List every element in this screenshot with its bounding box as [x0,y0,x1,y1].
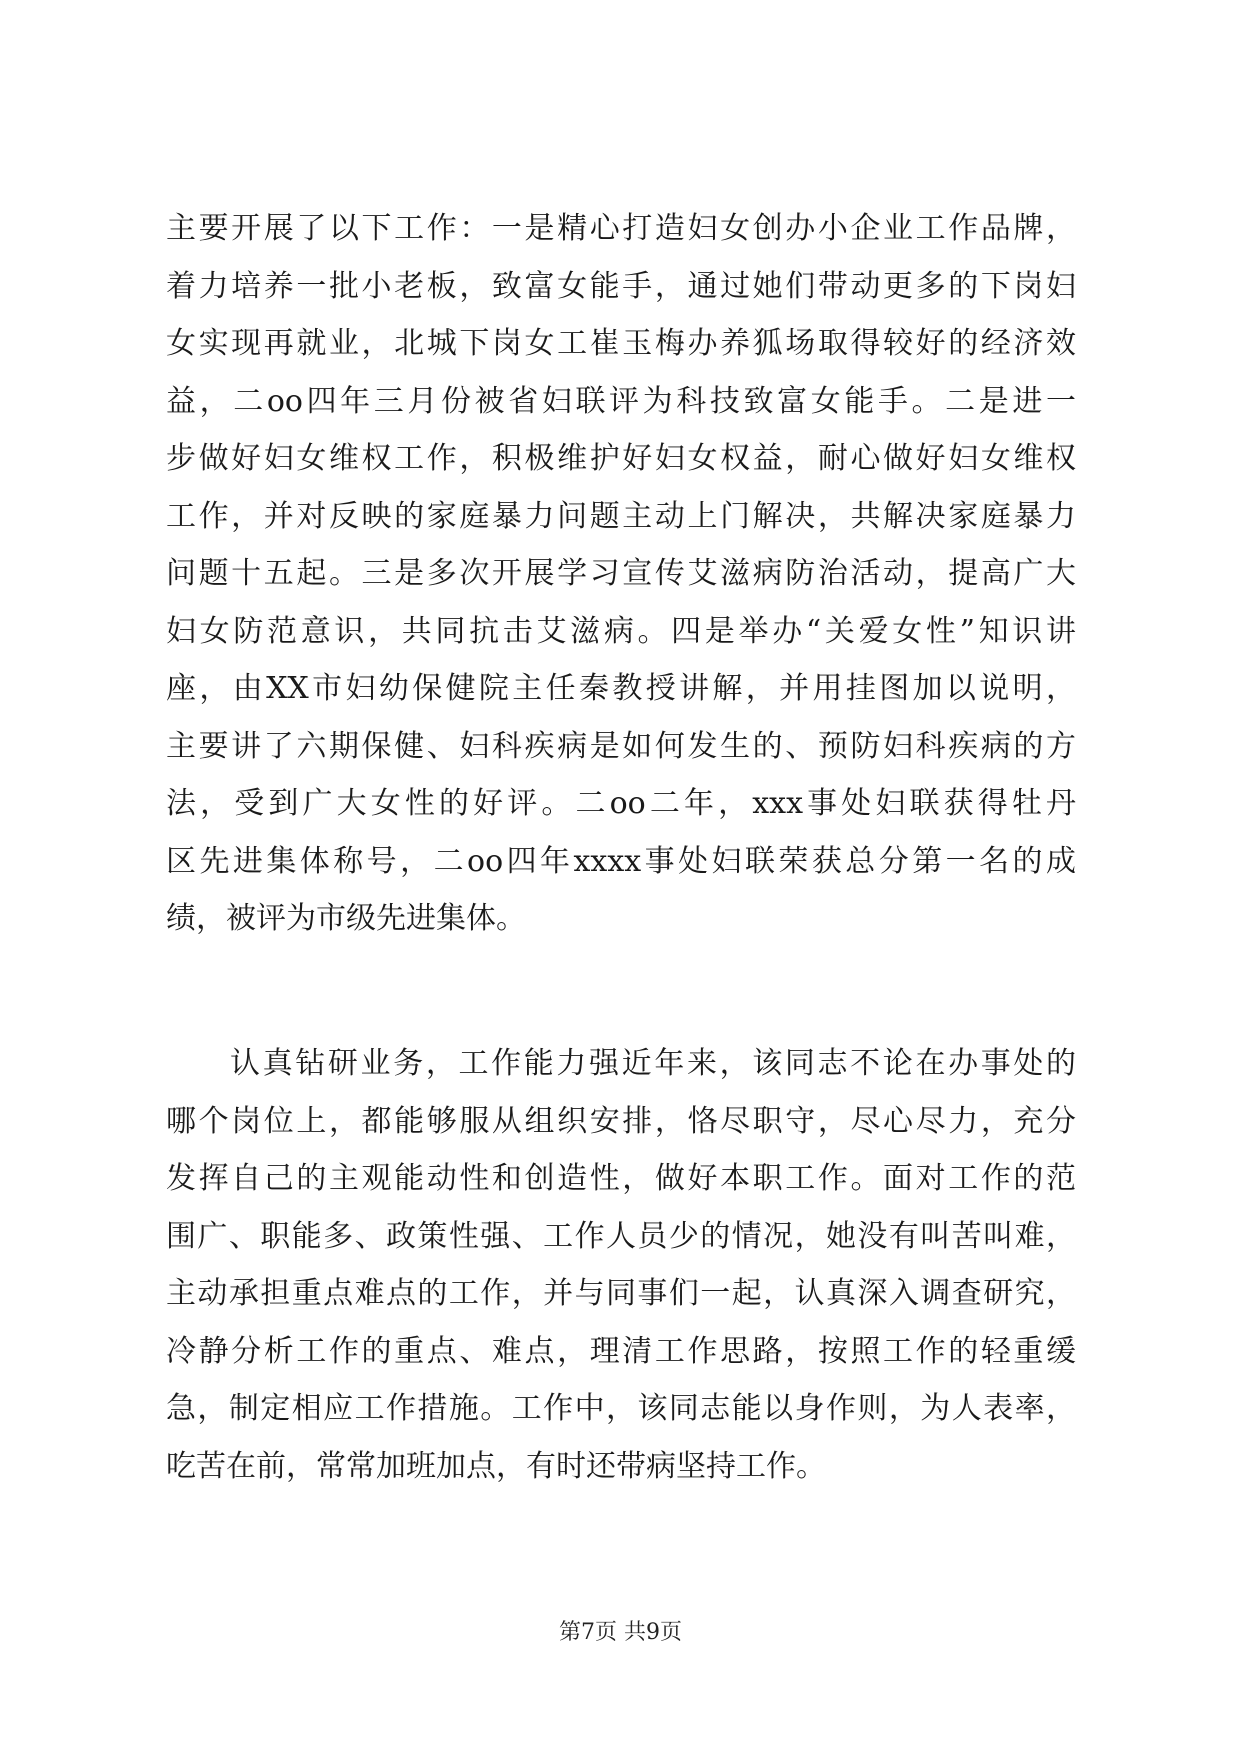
text-line: 座，由XX市妇幼保健院主任秦教授讲解，并用挂图加以说明， [166,671,1076,706]
text-line: 围广、职能多、政策性强、工作人员少的情况，她没有叫苦叫难， [166,1218,1076,1254]
text-line: 急，制定相应工作措施。工作中，该同志能以身作则，为人表率， [166,1391,1076,1426]
text-line: 冷静分析工作的重点、难点，理清工作思路，按照工作的轻重缓 [166,1333,1076,1369]
text-line: 主要讲了六期保健、妇科疾病是如何发生的、预防妇科疾病的方 [166,728,1076,764]
text-line: 区先进集体称号，二oo四年xxxx事处妇联荣获总分第一名的成 [166,843,1076,879]
page-number-footer: 第7页 共9页 [559,1620,682,1645]
text-line: 发挥自己的主观能动性和创造性，做好本职工作。面对工作的范 [166,1161,1076,1196]
text-line: 女实现再就业，北城下岗女工崔玉梅办养狐场取得较好的经济效 [166,326,1076,361]
text-line: 哪个岗位上，都能够服从组织安排，恪尽职守，尽心尽力，充分 [166,1103,1076,1139]
text-line: 法，受到广大女性的好评。二oo二年，xxx事处妇联获得牡丹 [166,786,1076,821]
text-line: 吃苦在前，常常加班加点，有时还带病坚持工作。 [166,1448,826,1484]
text-line: 认真钻研业务，工作能力强近年来，该同志不论在办事处的 [230,1046,1076,1081]
paragraph-work-summary [166,200,1076,948]
text-line: 益，二oo四年三月份被省妇联评为科技致富女能手。二是进一 [166,383,1076,419]
text-line: 主要开展了以下工作：一是精心打造妇女创办小企业工作品牌， [166,211,1076,246]
text-line: 绩，被评为市级先进集体。 [166,901,526,936]
text-line: 工作，并对反映的家庭暴力问题主动上门解决，共解决家庭暴力 [166,498,1076,534]
text-line: 妇女防范意识，共同抗击艾滋病。四是举办“关爱女性”知识讲 [166,613,1076,649]
paragraph-work-ability [166,1035,1076,1495]
text-line: 主动承担重点难点的工作，并与同事们一起，认真深入调查研究， [166,1276,1076,1311]
text-line: 问题十五起。三是多次开展学习宣传艾滋病防治活动，提高广大 [166,556,1076,591]
text-line: 步做好妇女维权工作，积极维护好妇女权益，耐心做好妇女维权 [166,441,1076,476]
text-line: 着力培养一批小老板，致富女能手，通过她们带动更多的下岗妇 [166,268,1076,304]
